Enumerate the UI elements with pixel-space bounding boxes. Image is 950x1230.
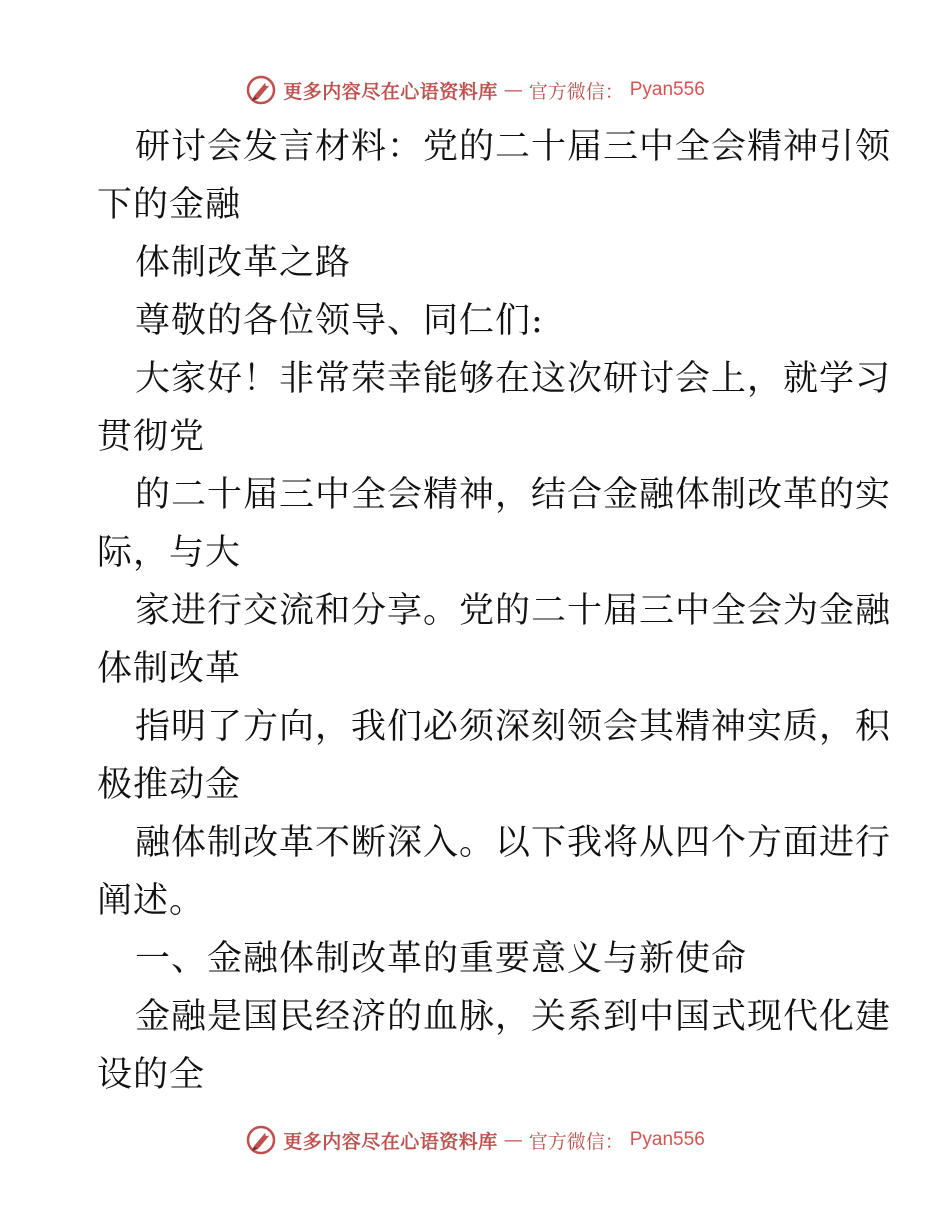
- text-line: 贯彻党: [97, 417, 206, 457]
- banner-separator: —: [503, 79, 523, 101]
- text-line: 指明了方向，我们必须深刻领会其精神实质，积: [135, 707, 892, 747]
- text-line: 的二十届三中全会精神，结合金融体制改革的实: [135, 475, 892, 515]
- footer-banner: [0, 1120, 950, 1160]
- text-line: 融体制改革不断深入。以下我将从四个方面进行: [135, 823, 892, 863]
- text-line: 设的全: [97, 1055, 206, 1095]
- text-line: 金融是国民经济的血脉，关系到中国式现代化建: [135, 997, 892, 1037]
- wechat-label: 官方微信：: [528, 80, 624, 103]
- text-line: 际，与大: [97, 533, 242, 573]
- text-line: 体制改革之路: [135, 243, 352, 283]
- banner-separator: —: [503, 1129, 523, 1151]
- wechat-id: Pyan556: [629, 1129, 705, 1150]
- pen-logo-icon: [245, 1124, 277, 1156]
- document-body: [97, 118, 892, 1104]
- text-line: 一、金融体制改革的重要意义与新使命: [135, 939, 748, 979]
- wechat-id: Pyan556: [629, 79, 705, 100]
- wechat-label: 官方微信：: [528, 1130, 624, 1153]
- pen-logo-icon: [245, 74, 277, 106]
- text-line: 尊敬的各位领导、同仁们:: [135, 301, 544, 341]
- text-line: 研讨会发言材料：党的二十届三中全会精神引领: [135, 127, 892, 167]
- text-line: 极推动金: [97, 765, 242, 805]
- text-line: 家进行交流和分享。党的二十届三中全会为金融: [135, 591, 892, 631]
- text-line: 大家好！非常荣幸能够在这次研讨会上，就学习: [135, 359, 892, 399]
- promo-text: 更多内容尽在心语资料库: [283, 1130, 498, 1153]
- promo-text: 更多内容尽在心语资料库: [283, 80, 498, 103]
- text-line: 体制改革: [97, 649, 242, 689]
- text-line: 阐述。: [97, 881, 206, 921]
- text-line: 下的金融: [97, 185, 242, 225]
- header-banner: [0, 70, 950, 110]
